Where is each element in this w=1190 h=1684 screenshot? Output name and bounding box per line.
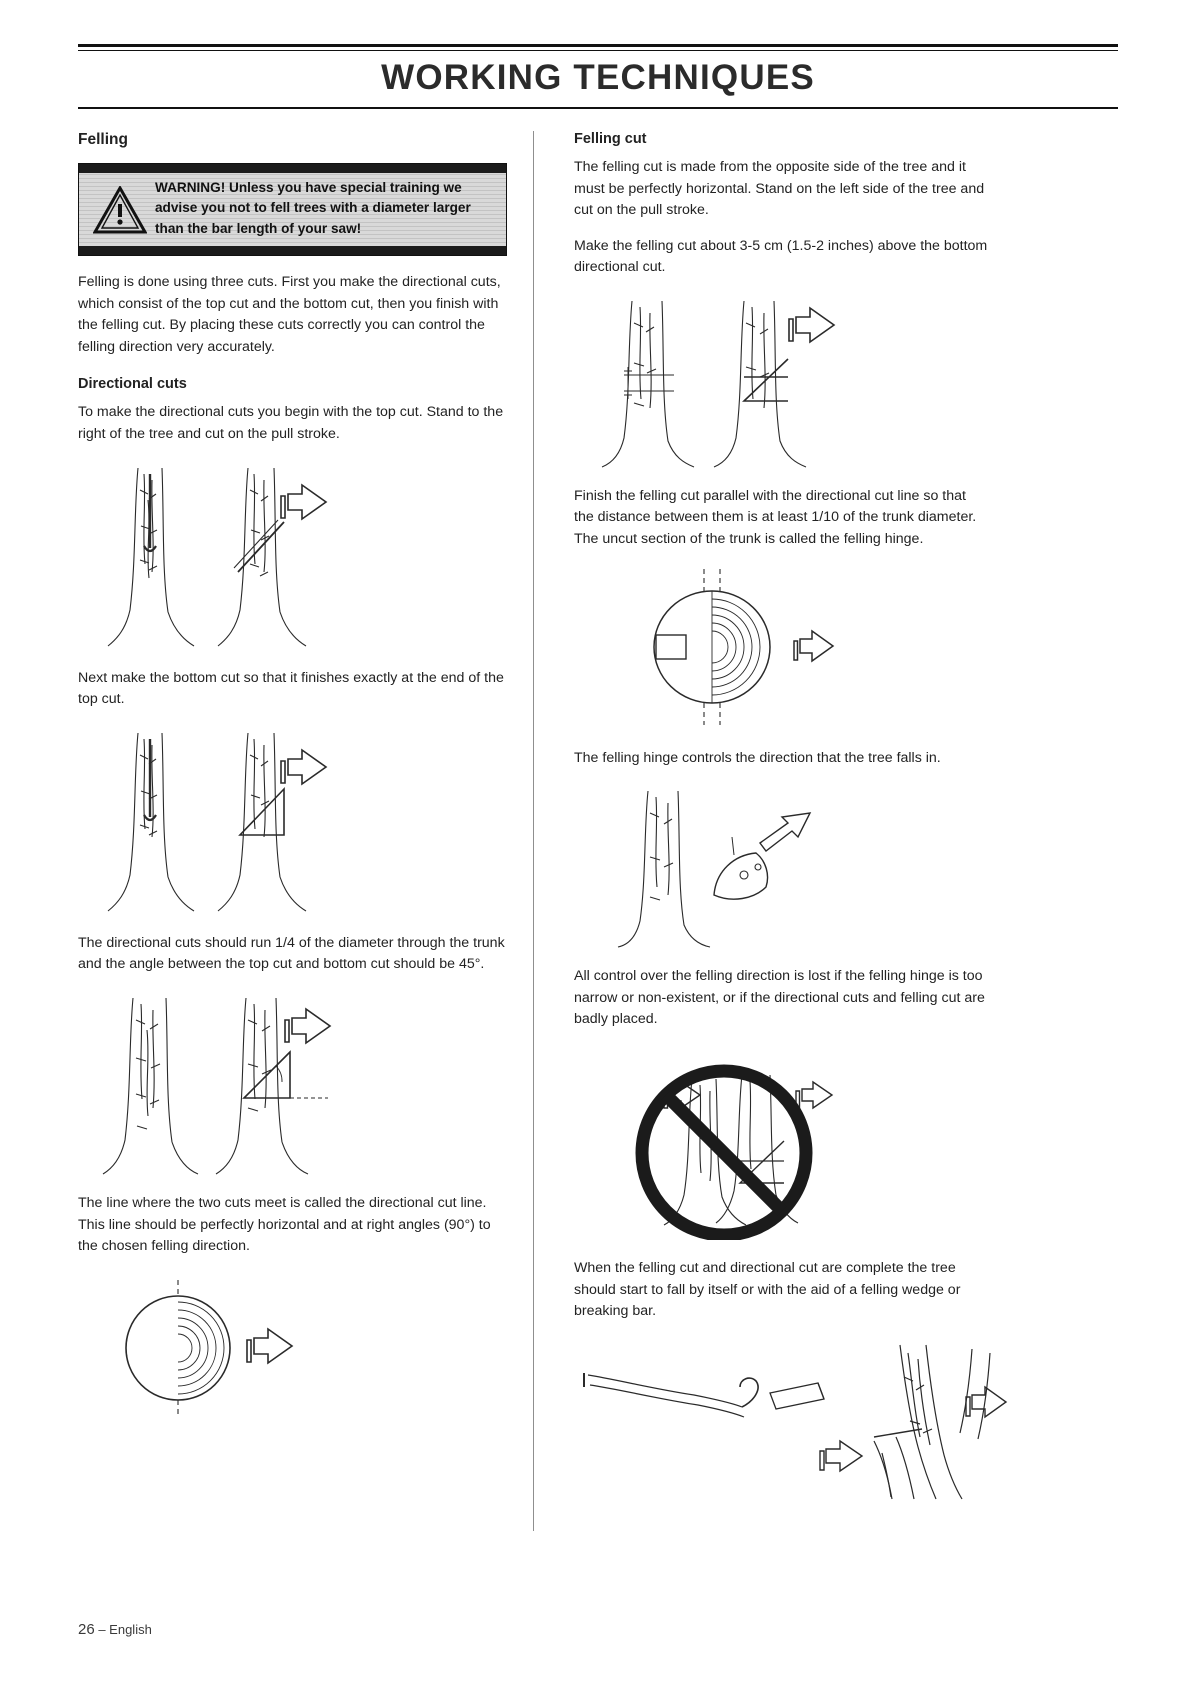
warning-text: WARNING! Unless you have special training we advise you not to fell trees with a diameter larger than the bar length of your saw! [155, 180, 471, 236]
figure-felling-wedge-breaking-bar [574, 1337, 989, 1507]
figure-prohibited-bad-cut [574, 1045, 989, 1240]
page-number: 26 [78, 1621, 95, 1638]
page-title: WORKING TECHNIQUES [381, 58, 815, 97]
warning-box [78, 163, 507, 256]
paragraph-felling-cut-2: Make the felling cut about 3-5 cm (1.5-2 inches) above the bottom directional cut. [574, 237, 988, 276]
paragraph-hinge-direction: The felling hinge controls the direction that the tree falls in. [574, 749, 941, 766]
left-column [78, 131, 533, 1561]
two-column-layout [78, 131, 1118, 1561]
footer-language: English [109, 1622, 152, 1637]
page-footer [78, 1621, 152, 1638]
page-header [78, 44, 1118, 109]
paragraph-felling-cut-1: The felling cut is made from the opposite side of the tree and it must be perfectly horizontal. Stand on the left side of the tree and cut on the pull stroke. [574, 159, 985, 219]
figure-felling-hinge-direction [574, 783, 989, 948]
paragraph-top-cut: To make the directional cuts you begin with the top cut. Stand to the right of the tree and cut on the pull stroke. [78, 404, 504, 443]
subheading-directional-cuts: Directional cuts [78, 376, 187, 393]
paragraph-felling-intro: Felling is done using three cuts. First you make the directional cuts, which consist of the top cut and the bottom cut, then you finish with the felling cut. By placing these cuts correctly you can control the felling direction very accurately. [78, 274, 501, 355]
figure-top-cut [78, 460, 507, 650]
warning-band-top [79, 164, 506, 173]
figure-directional-line-topview [78, 1272, 507, 1422]
paragraph-felling-hinge: Finish the felling cut parallel with the directional cut line so that the distance between them is at least 1/10 of the trunk diameter. The uncut section of the trunk is called the felling hinge. [574, 487, 977, 548]
figure-bottom-cut [78, 725, 507, 915]
figure-felling-cut-height [574, 293, 989, 468]
footer-dash: – [98, 1622, 106, 1637]
header-rule-top [78, 44, 1118, 51]
paragraph-bottom-cut: Next make the bottom cut so that it finishes exactly at the end of the top cut. [78, 669, 504, 708]
paragraph-felling-wedge: When the felling cut and directional cut are complete the tree should start to fall by itself or with the aid of a felling wedge or breaking bar. [574, 1259, 961, 1320]
paragraph-directional-line: The line where the two cuts meet is called the directional cut line. This line should be perfectly horizontal and at right angles (90°) to the chosen felling direction. [78, 1194, 491, 1255]
figure-directional-angle [78, 990, 507, 1175]
warning-triangle-icon [93, 186, 147, 234]
figure-felling-hinge-topview [574, 565, 989, 730]
right-column [534, 131, 989, 1561]
header-rule-bottom [78, 107, 1118, 109]
paragraph-directional-angle: The directional cuts should run 1/4 of the diameter through the trunk and the angle between the top cut and bottom cut should be 45°. [78, 934, 505, 973]
paragraph-lost-control: All control over the felling direction is lost if the felling hinge is too narrow or non-existent, or if the directional cuts and felling cut are badly placed. [574, 968, 985, 1028]
warning-band-bottom [79, 246, 506, 255]
subheading-felling-cut: Felling cut [574, 131, 647, 147]
section-heading-felling: Felling [78, 131, 128, 148]
